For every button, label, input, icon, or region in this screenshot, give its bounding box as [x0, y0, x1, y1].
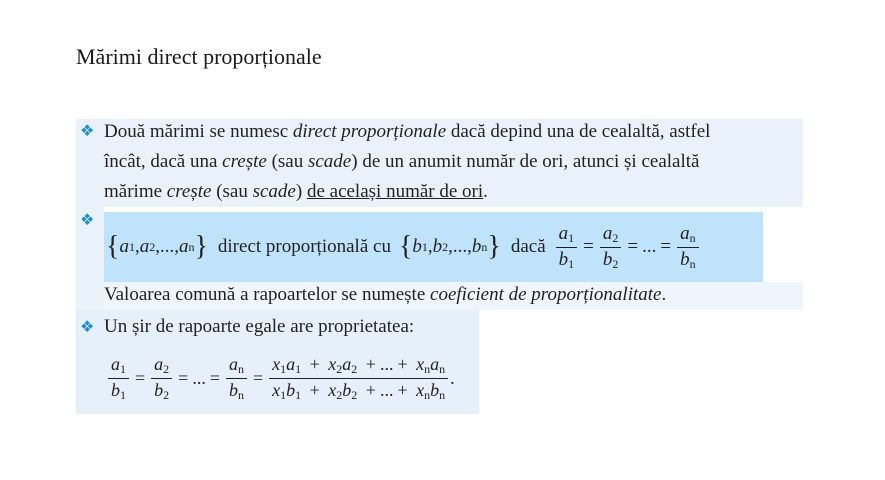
page-title: Mărimi direct proporționale — [76, 44, 322, 69]
fraction: $\frac{a_2}{b_2}$ — [151, 354, 172, 403]
fraction: $\frac{a_1}{b_1}$ — [556, 223, 578, 272]
fraction: $\frac{a_n}{b_n}$ — [226, 354, 247, 403]
property-intro: Un șir de rapoarte egale are proprietatea: — [104, 316, 415, 337]
fraction: $\frac{a_1}{b_1}$ — [108, 354, 129, 403]
bullet-diamond-icon: ❖ — [80, 121, 95, 140]
proportionality-formula: { a 1 , a 2 , ... , a n } direct proporțională cu { b 1 , b 2 , ... , b n } dacă $\frac{a_1}{b_1}$ = $\frac{a_2}{b_2}$ = ... = $\frac{a_n}{b_n}$ — [106, 214, 701, 280]
fraction: $\frac{a_2}{b_2}$ — [600, 223, 622, 272]
definition-line-1: Două mărimi se numesc direct proporționale dacă depind una de cealaltă, astfel — [104, 121, 711, 142]
bullet-diamond-icon: ❖ — [80, 210, 95, 229]
formula-text-daca: dacă — [510, 236, 546, 257]
formula-text-direct: direct proporțională cu — [217, 236, 391, 257]
property-formula: $\frac{a_1}{b_1}$ = $\frac{a_2}{b_2}$ = ... = $\frac{a_n}{b_n}$ = $\frac{x_1a_1 + x_2a_2 + ... + x_na_n}{x_1b_1 + x_2b_2 + ... + x_nb_n}$ . — [106, 346, 455, 410]
fraction: $\frac{a_n}{b_n}$ — [677, 223, 699, 272]
fraction-sum: $\frac{x_1a_1 + x_2a_2 + ... + x_na_n}{x_1b_1 + x_2b_2 + ... + x_nb_n}$ — [269, 354, 448, 403]
bullet-diamond-icon: ❖ — [80, 317, 95, 336]
definition-line-3: mărime crește (sau scade) de același număr de ori. — [104, 181, 488, 202]
definition-line-2: încât, dacă una crește (sau scade) de un anumit număr de ori, atunci și cealaltă — [104, 151, 700, 172]
coefficient-note: Valoarea comună a rapoartelor se numește coeficient de proporționalitate. — [104, 284, 667, 305]
definition-text — [104, 117, 710, 207]
